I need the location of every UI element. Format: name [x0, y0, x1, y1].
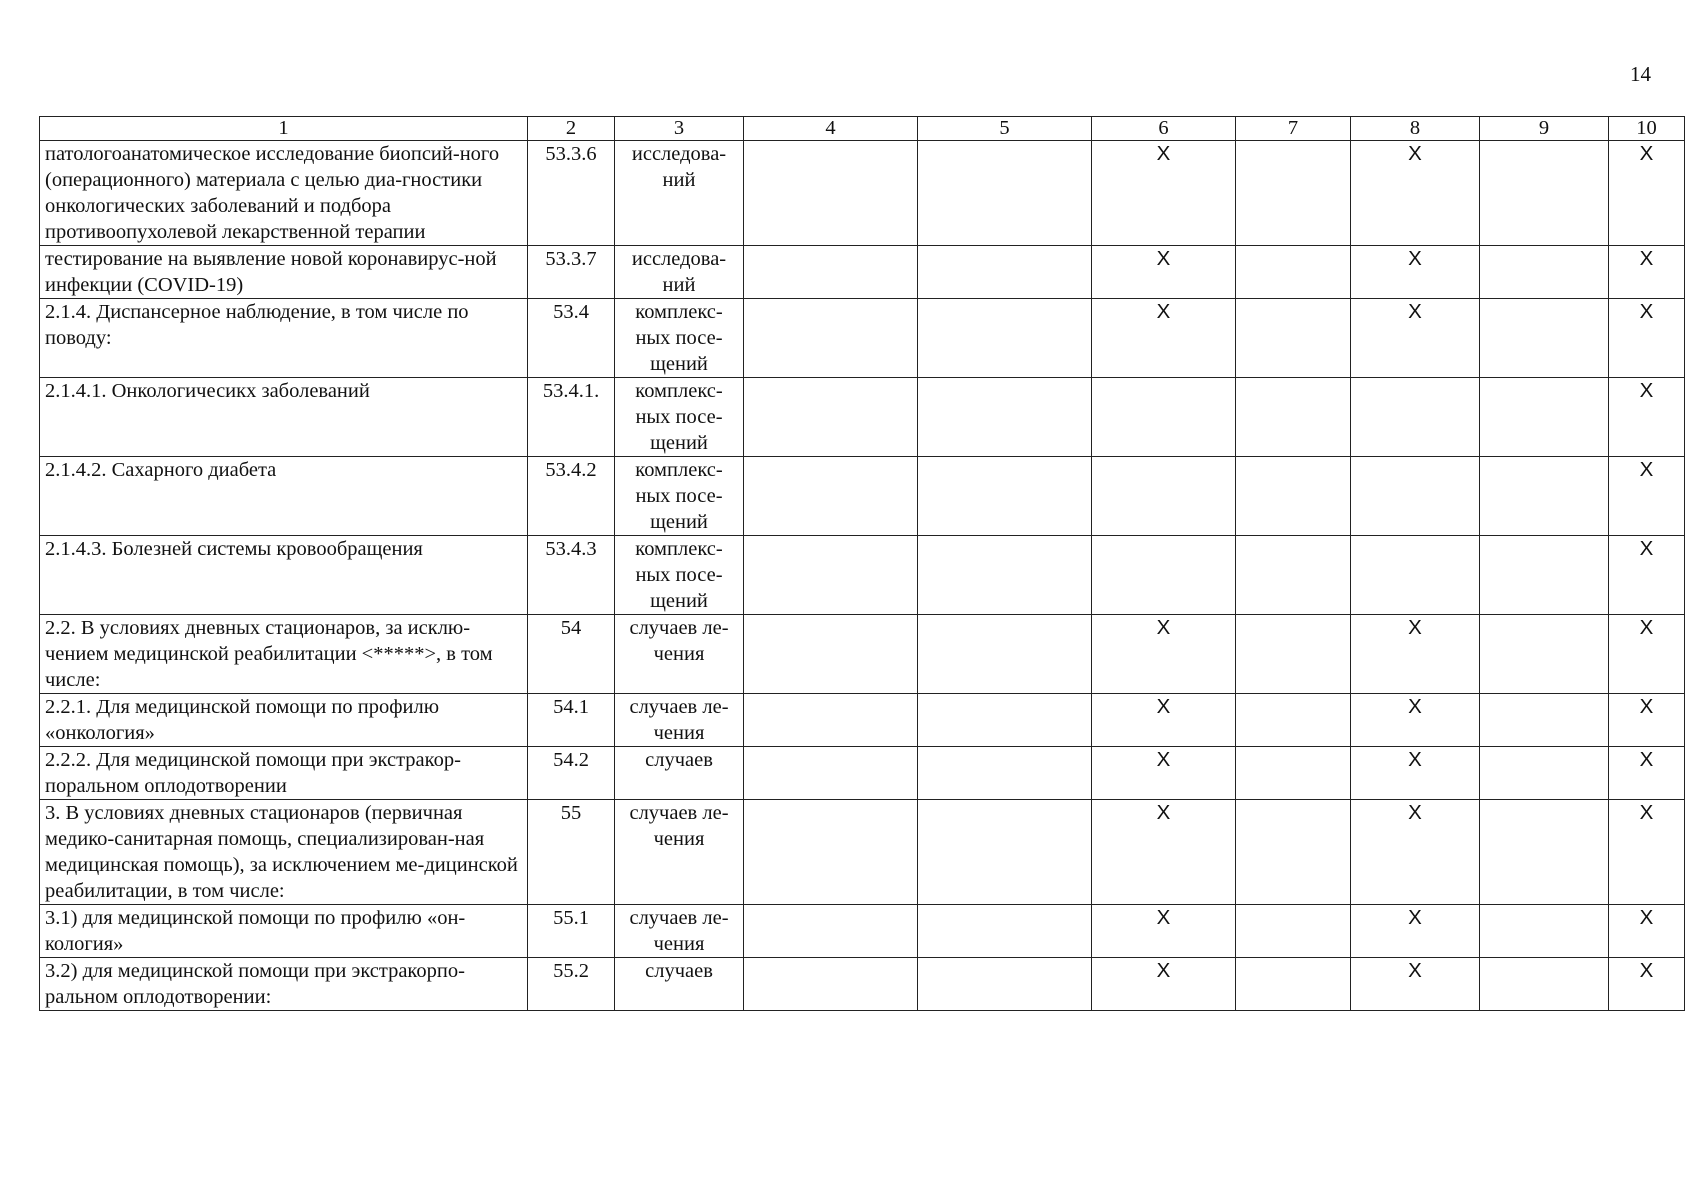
cell-col-7: [1236, 246, 1351, 299]
cell-col-9: [1480, 905, 1609, 958]
column-header-8: 8: [1351, 117, 1480, 141]
cell-col-9: [1480, 747, 1609, 800]
row-unit-cell: комплекс-ных посе-щений: [615, 299, 744, 378]
cell-col-4: [744, 958, 918, 1011]
cell-col-8: X: [1351, 615, 1480, 694]
cell-col-6: X: [1092, 958, 1236, 1011]
row-unit-cell: комплекс-ных посе-щений: [615, 378, 744, 457]
cell-col-10: X: [1609, 299, 1685, 378]
cell-col-8: X: [1351, 141, 1480, 246]
cell-col-7: [1236, 905, 1351, 958]
cell-col-10: X: [1609, 246, 1685, 299]
cell-col-5: [918, 299, 1092, 378]
row-name-cell: патологоанатомическое исследование биопсий-ного (операционного) материала с целью диа-гностики онкологических заболеваний и подбора противоопухолевой лекарственной терапии: [40, 141, 528, 246]
table-row: [40, 694, 1685, 747]
cell-col-4: [744, 141, 918, 246]
cell-col-9: [1480, 694, 1609, 747]
cell-col-4: [744, 299, 918, 378]
row-name-cell: 2.2.1. Для медицинской помощи по профилю «онкология»: [40, 694, 528, 747]
row-unit-cell: случаев: [615, 747, 744, 800]
cell-col-10: X: [1609, 800, 1685, 905]
row-code-cell: 53.4.3: [528, 536, 615, 615]
header-row: [40, 117, 1685, 141]
row-code-cell: 53.4.2: [528, 457, 615, 536]
row-unit-cell: исследова-ний: [615, 246, 744, 299]
cell-col-4: [744, 378, 918, 457]
cell-col-8: [1351, 536, 1480, 615]
cell-col-6: X: [1092, 299, 1236, 378]
cell-col-5: [918, 747, 1092, 800]
cell-col-8: X: [1351, 694, 1480, 747]
column-header-1: 1: [40, 117, 528, 141]
cell-col-7: [1236, 615, 1351, 694]
row-name-cell: тестирование на выявление новой коронавирус-ной инфекции (COVID-19): [40, 246, 528, 299]
cell-col-10: X: [1609, 457, 1685, 536]
row-code-cell: 53.4: [528, 299, 615, 378]
cell-col-10: X: [1609, 905, 1685, 958]
cell-col-7: [1236, 694, 1351, 747]
cell-col-8: X: [1351, 905, 1480, 958]
cell-col-5: [918, 457, 1092, 536]
cell-col-9: [1480, 141, 1609, 246]
cell-col-8: X: [1351, 747, 1480, 800]
cell-col-10: X: [1609, 958, 1685, 1011]
row-unit-cell: случаев: [615, 958, 744, 1011]
row-code-cell: 54: [528, 615, 615, 694]
cell-col-4: [744, 905, 918, 958]
cell-col-10: X: [1609, 694, 1685, 747]
row-name-cell: 2.1.4. Диспансерное наблюдение, в том числе по поводу:: [40, 299, 528, 378]
cell-col-9: [1480, 457, 1609, 536]
cell-col-8: X: [1351, 800, 1480, 905]
row-unit-cell: случаев ле-чения: [615, 800, 744, 905]
column-header-10: 10: [1609, 117, 1685, 141]
data-table: [39, 116, 1685, 1011]
table-row: [40, 457, 1685, 536]
row-name-cell: 2.1.4.3. Болезней системы кровообращения: [40, 536, 528, 615]
table-row: [40, 615, 1685, 694]
cell-col-6: [1092, 457, 1236, 536]
cell-col-7: [1236, 800, 1351, 905]
row-name-cell: 3.1) для медицинской помощи по профилю «он-кология»: [40, 905, 528, 958]
column-header-7: 7: [1236, 117, 1351, 141]
row-name-cell: 2.2.2. Для медицинской помощи при экстракор-поральном оплодотворении: [40, 747, 528, 800]
cell-col-5: [918, 958, 1092, 1011]
cell-col-6: [1092, 378, 1236, 457]
cell-col-6: X: [1092, 615, 1236, 694]
cell-col-7: [1236, 958, 1351, 1011]
row-code-cell: 53.3.7: [528, 246, 615, 299]
table-row: [40, 141, 1685, 246]
cell-col-6: X: [1092, 246, 1236, 299]
cell-col-7: [1236, 457, 1351, 536]
cell-col-5: [918, 141, 1092, 246]
cell-col-8: [1351, 457, 1480, 536]
cell-col-9: [1480, 299, 1609, 378]
cell-col-8: X: [1351, 958, 1480, 1011]
cell-col-8: X: [1351, 299, 1480, 378]
row-unit-cell: случаев ле-чения: [615, 905, 744, 958]
cell-col-7: [1236, 378, 1351, 457]
cell-col-10: X: [1609, 536, 1685, 615]
cell-col-6: X: [1092, 694, 1236, 747]
table-row: [40, 747, 1685, 800]
cell-col-5: [918, 800, 1092, 905]
cell-col-5: [918, 905, 1092, 958]
cell-col-5: [918, 536, 1092, 615]
cell-col-4: [744, 457, 918, 536]
row-code-cell: 55.2: [528, 958, 615, 1011]
row-code-cell: 55: [528, 800, 615, 905]
table-row: [40, 800, 1685, 905]
row-code-cell: 53.3.6: [528, 141, 615, 246]
cell-col-4: [744, 536, 918, 615]
row-name-cell: 2.2. В условиях дневных стационаров, за исклю-чением медицинской реабилитации <*****>, в том числе:: [40, 615, 528, 694]
row-name-cell: 3. В условиях дневных стационаров (первичная медико-санитарная помощь, специализирован-ная медицинская помощь), за исключением ме-дицинской реабилитации, в том числе:: [40, 800, 528, 905]
cell-col-5: [918, 378, 1092, 457]
row-unit-cell: комплекс-ных посе-щений: [615, 457, 744, 536]
cell-col-10: X: [1609, 141, 1685, 246]
cell-col-4: [744, 615, 918, 694]
cell-col-6: [1092, 536, 1236, 615]
cell-col-7: [1236, 536, 1351, 615]
column-header-6: 6: [1092, 117, 1236, 141]
row-name-cell: 3.2) для медицинской помощи при экстракорпо-ральном оплодотворении:: [40, 958, 528, 1011]
cell-col-7: [1236, 141, 1351, 246]
cell-col-5: [918, 694, 1092, 747]
row-code-cell: 54.2: [528, 747, 615, 800]
column-header-4: 4: [744, 117, 918, 141]
cell-col-6: X: [1092, 905, 1236, 958]
row-name-cell: 2.1.4.2. Сахарного диабета: [40, 457, 528, 536]
table-row: [40, 536, 1685, 615]
cell-col-10: X: [1609, 378, 1685, 457]
cell-col-7: [1236, 747, 1351, 800]
row-code-cell: 55.1: [528, 905, 615, 958]
cell-col-6: X: [1092, 747, 1236, 800]
table-row: [40, 378, 1685, 457]
cell-col-6: X: [1092, 800, 1236, 905]
table-row: [40, 905, 1685, 958]
cell-col-9: [1480, 246, 1609, 299]
cell-col-9: [1480, 615, 1609, 694]
cell-col-8: X: [1351, 246, 1480, 299]
cell-col-8: [1351, 378, 1480, 457]
row-unit-cell: случаев ле-чения: [615, 615, 744, 694]
row-unit-cell: комплекс-ных посе-щений: [615, 536, 744, 615]
cell-col-10: X: [1609, 615, 1685, 694]
cell-col-6: X: [1092, 141, 1236, 246]
cell-col-4: [744, 747, 918, 800]
cell-col-4: [744, 800, 918, 905]
column-header-9: 9: [1480, 117, 1609, 141]
cell-col-9: [1480, 378, 1609, 457]
column-header-5: 5: [918, 117, 1092, 141]
column-header-3: 3: [615, 117, 744, 141]
cell-col-9: [1480, 800, 1609, 905]
row-code-cell: 53.4.1.: [528, 378, 615, 457]
cell-col-5: [918, 615, 1092, 694]
row-code-cell: 54.1: [528, 694, 615, 747]
cell-col-4: [744, 246, 918, 299]
row-unit-cell: исследова-ний: [615, 141, 744, 246]
cell-col-7: [1236, 299, 1351, 378]
row-name-cell: 2.1.4.1. Онкологичесикх заболеваний: [40, 378, 528, 457]
row-unit-cell: случаев ле-чения: [615, 694, 744, 747]
table-row: [40, 246, 1685, 299]
column-header-2: 2: [528, 117, 615, 141]
cell-col-5: [918, 246, 1092, 299]
page-number: 14: [1630, 62, 1651, 86]
cell-col-4: [744, 694, 918, 747]
table-row: [40, 958, 1685, 1011]
cell-col-10: X: [1609, 747, 1685, 800]
cell-col-9: [1480, 958, 1609, 1011]
cell-col-9: [1480, 536, 1609, 615]
table-row: [40, 299, 1685, 378]
